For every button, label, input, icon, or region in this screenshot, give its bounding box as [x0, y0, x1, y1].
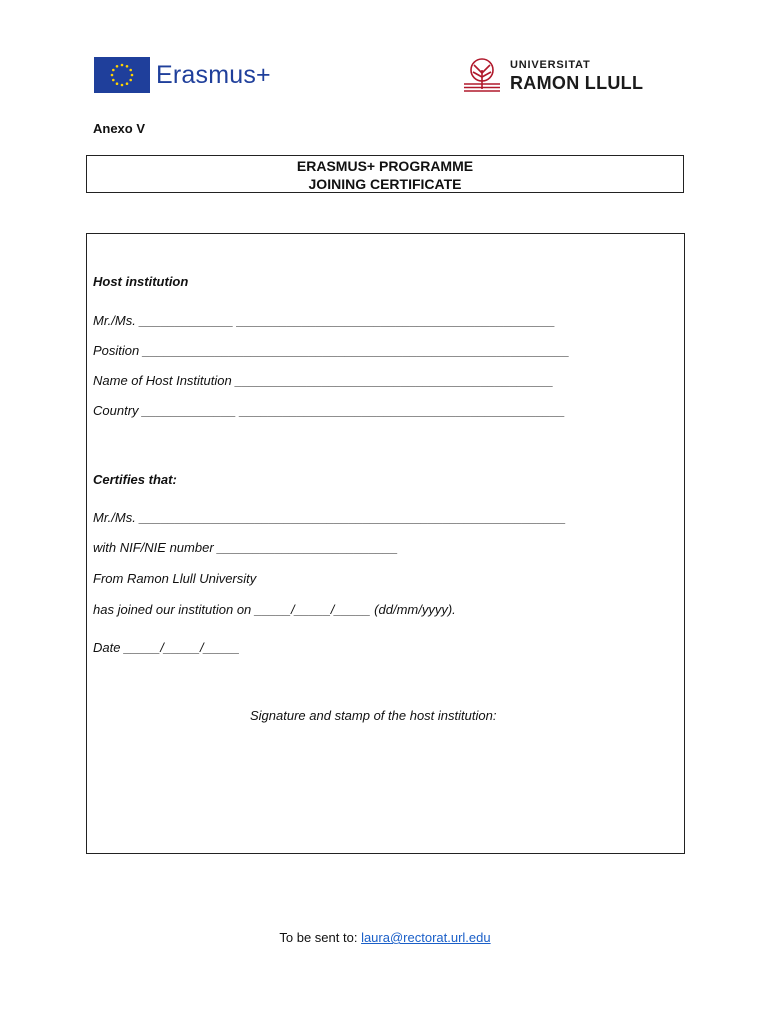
joined-date-field[interactable]: has joined our institution on _____/_____/_____ (dd/mm/yyyy).	[93, 602, 456, 617]
university-logo	[461, 56, 643, 96]
eu-flag-icon	[94, 57, 150, 93]
nif-field[interactable]: with NIF/NIE number _________________________	[93, 540, 399, 555]
from-university-text: From Ramon Llull University	[93, 571, 257, 586]
signature-label: Signature and stamp of the host institution:	[250, 708, 497, 723]
tree-icon	[461, 57, 503, 95]
email-link[interactable]: laura@rectorat.url.edu	[361, 930, 491, 945]
title-line2: JOINING CERTIFICATE	[308, 176, 462, 192]
host-institution-name-field[interactable]: Name of Host Institution ____________________________________________	[93, 373, 554, 388]
certificate-form	[86, 233, 685, 854]
university-name-line2: RAMON LLULL	[510, 73, 644, 93]
host-name-field[interactable]: Mr./Ms. _____________ ____________________________________________	[93, 313, 556, 328]
position-field[interactable]: Position ___________________________________________________________	[93, 343, 570, 358]
host-institution-heading: Host institution	[93, 274, 189, 289]
erasmus-logo-text: Erasmus+	[156, 60, 271, 89]
footer	[0, 930, 770, 945]
title-box	[86, 155, 684, 193]
student-name-field[interactable]: Mr./Ms. ___________________________________________________________	[93, 510, 567, 525]
title-line1: ERASMUS+ PROGRAMME	[296, 158, 474, 174]
annex-label: Anexo V	[93, 121, 146, 136]
certifies-heading: Certifies that:	[93, 472, 177, 487]
footer-prefix: To be sent to:	[279, 930, 362, 945]
date-field[interactable]: Date _____/_____/_____	[93, 640, 240, 655]
university-name-line1: UNIVERSITAT	[510, 59, 591, 71]
country-field[interactable]: Country _____________ _____________________________________________	[93, 403, 566, 418]
erasmus-logo	[94, 56, 271, 94]
